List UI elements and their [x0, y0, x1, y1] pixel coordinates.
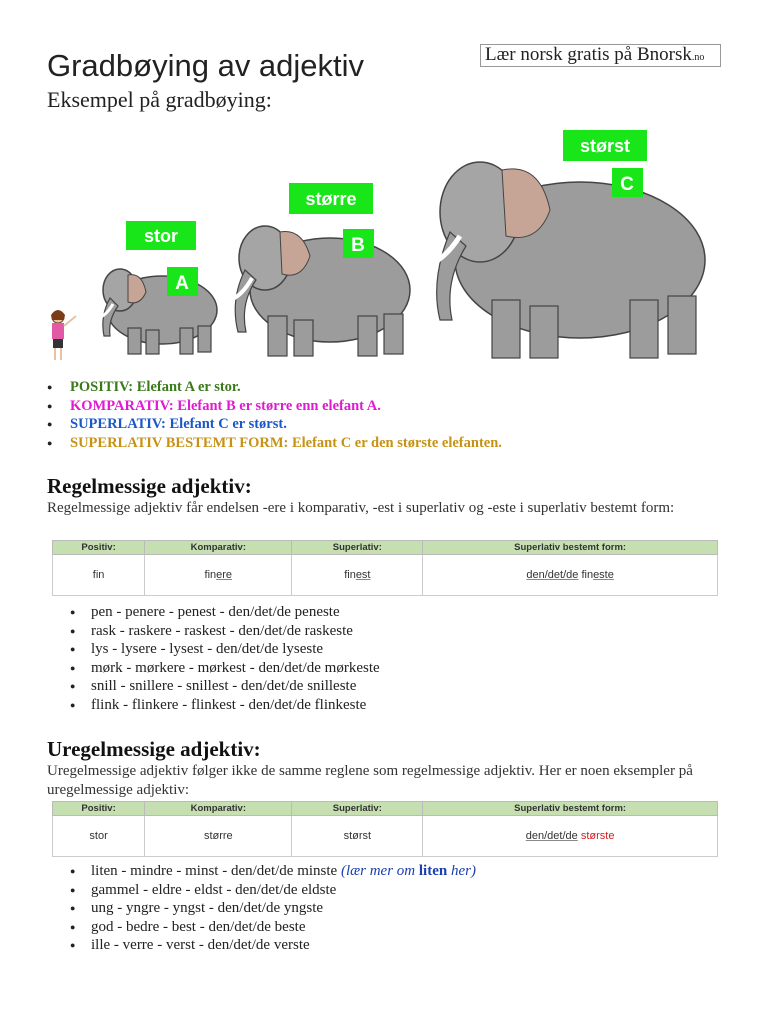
- regular-examples-list: [70, 603, 380, 714]
- cell-komparativ: større: [145, 816, 292, 857]
- header-superlativ: Superlativ:: [292, 541, 423, 555]
- elephant-b-icon: [230, 226, 410, 356]
- letter-b: B: [351, 235, 365, 256]
- cell-superlativ: størst: [292, 816, 423, 857]
- irregular-examples-list: [70, 862, 476, 955]
- regular-table: [52, 540, 718, 596]
- example-positiv: ● POSITIV: Elefant A er stor.: [47, 378, 502, 397]
- list-item: [70, 862, 476, 881]
- example-komparativ: ● KOMPARATIV: Elefant B er større enn elefant A.: [47, 397, 502, 416]
- stem: fin: [581, 569, 594, 581]
- header-superlativ: Superlativ:: [292, 802, 423, 816]
- prefix: den/det/de: [525, 830, 578, 842]
- letter-c: C: [620, 174, 634, 195]
- regular-heading: Regelmessige adjektiv:: [47, 474, 252, 498]
- irregular-description: Uregelmessige adjektiv følger ikke de samme reglene som regelmessige adjektiv. Her er noen eksempler på uregelmessige adjektiv:: [47, 763, 693, 798]
- header-superlativ-bestemt: Superlativ bestemt form:: [423, 802, 718, 816]
- cell-komparativ: [145, 555, 292, 596]
- cell-positiv: stor: [53, 816, 145, 857]
- cell-superlativ-bestemt: [423, 555, 718, 596]
- cell-superlativ-bestemt: [423, 816, 718, 857]
- woman-figure-icon: [51, 310, 76, 360]
- header-superlativ-bestemt: Superlativ bestemt form:: [423, 541, 718, 555]
- list-item: ● gammel - eldre - eldst - den/det/de eldste: [70, 881, 476, 900]
- header-positiv: Positiv:: [53, 541, 145, 555]
- item-text: liten - mindre - minst - den/det/de minste: [91, 863, 338, 879]
- irregular-table: [52, 801, 718, 857]
- ending: este: [593, 569, 614, 581]
- list-item: ● god - bedre - best - den/det/de beste: [70, 918, 476, 937]
- example-superlativ-bestemt: ● SUPERLATIV BESTEMT FORM: Elefant C er den største elefanten.: [47, 434, 502, 453]
- header-komparativ: Komparativ:: [145, 802, 292, 816]
- label-stor: stor: [143, 226, 179, 246]
- label-storst: størst: [579, 136, 631, 156]
- page-subtitle: Eksempel på gradbøying:: [47, 87, 272, 112]
- list-item: ● ung - yngre - yngst - den/det/de yngste: [70, 899, 476, 918]
- cell-positiv: fin: [53, 555, 145, 596]
- label-storre: større: [305, 189, 357, 209]
- note-close: her): [450, 863, 476, 879]
- ending: ere: [216, 569, 233, 581]
- word: største: [580, 830, 615, 842]
- ending: est: [355, 569, 371, 581]
- comparison-examples-list: [47, 378, 502, 452]
- list-item: ● mørk - mørkere - mørkest - den/det/de mørkeste: [70, 659, 380, 678]
- stem: fin: [344, 569, 356, 581]
- liten-link[interactable]: liten: [418, 863, 448, 879]
- table-header-row: [53, 802, 718, 816]
- regular-description: Regelmessige adjektiv får endelsen -ere i komparativ, -est i superlativ og -este i superlativ bestemt form:: [47, 500, 675, 516]
- list-item: ● rask - raskere - raskest - den/det/de raskeste: [70, 622, 380, 641]
- elephants-illustration: [40, 120, 730, 380]
- list-item: ● lys - lysere - lysest - den/det/de lyseste: [70, 640, 380, 659]
- list-item: ● snill - snillere - snillest - den/det/de snilleste: [70, 677, 380, 696]
- stem: fin: [204, 569, 217, 581]
- bnorsk-logo[interactable]: [480, 44, 721, 67]
- table-header-row: [53, 541, 718, 555]
- list-item: ● pen - penere - penest - den/det/de peneste: [70, 603, 380, 622]
- table-row: [53, 555, 718, 596]
- list-item: ● ille - verre - verst - den/det/de verste: [70, 936, 476, 955]
- elephant-a-icon: [98, 269, 217, 354]
- letter-a: A: [175, 273, 189, 294]
- note-open: (lær mer om: [340, 863, 416, 879]
- header-komparativ: Komparativ:: [145, 541, 292, 555]
- example-superlativ: ● SUPERLATIV: Elefant C er størst.: [47, 415, 502, 434]
- elephant-c-icon: [428, 162, 705, 358]
- logo-text: Lær norsk gratis på Bnorsk: [485, 44, 692, 65]
- prefix: den/det/de: [526, 569, 579, 581]
- logo-suffix: .no: [691, 52, 705, 63]
- cell-superlativ: [292, 555, 423, 596]
- header-positiv: Positiv:: [53, 802, 145, 816]
- page-title: Gradbøying av adjektiv: [47, 48, 365, 83]
- list-item: ● flink - flinkere - flinkest - den/det/de flinkeste: [70, 696, 380, 715]
- irregular-heading: Uregelmessige adjektiv:: [47, 737, 261, 761]
- table-row: [53, 816, 718, 857]
